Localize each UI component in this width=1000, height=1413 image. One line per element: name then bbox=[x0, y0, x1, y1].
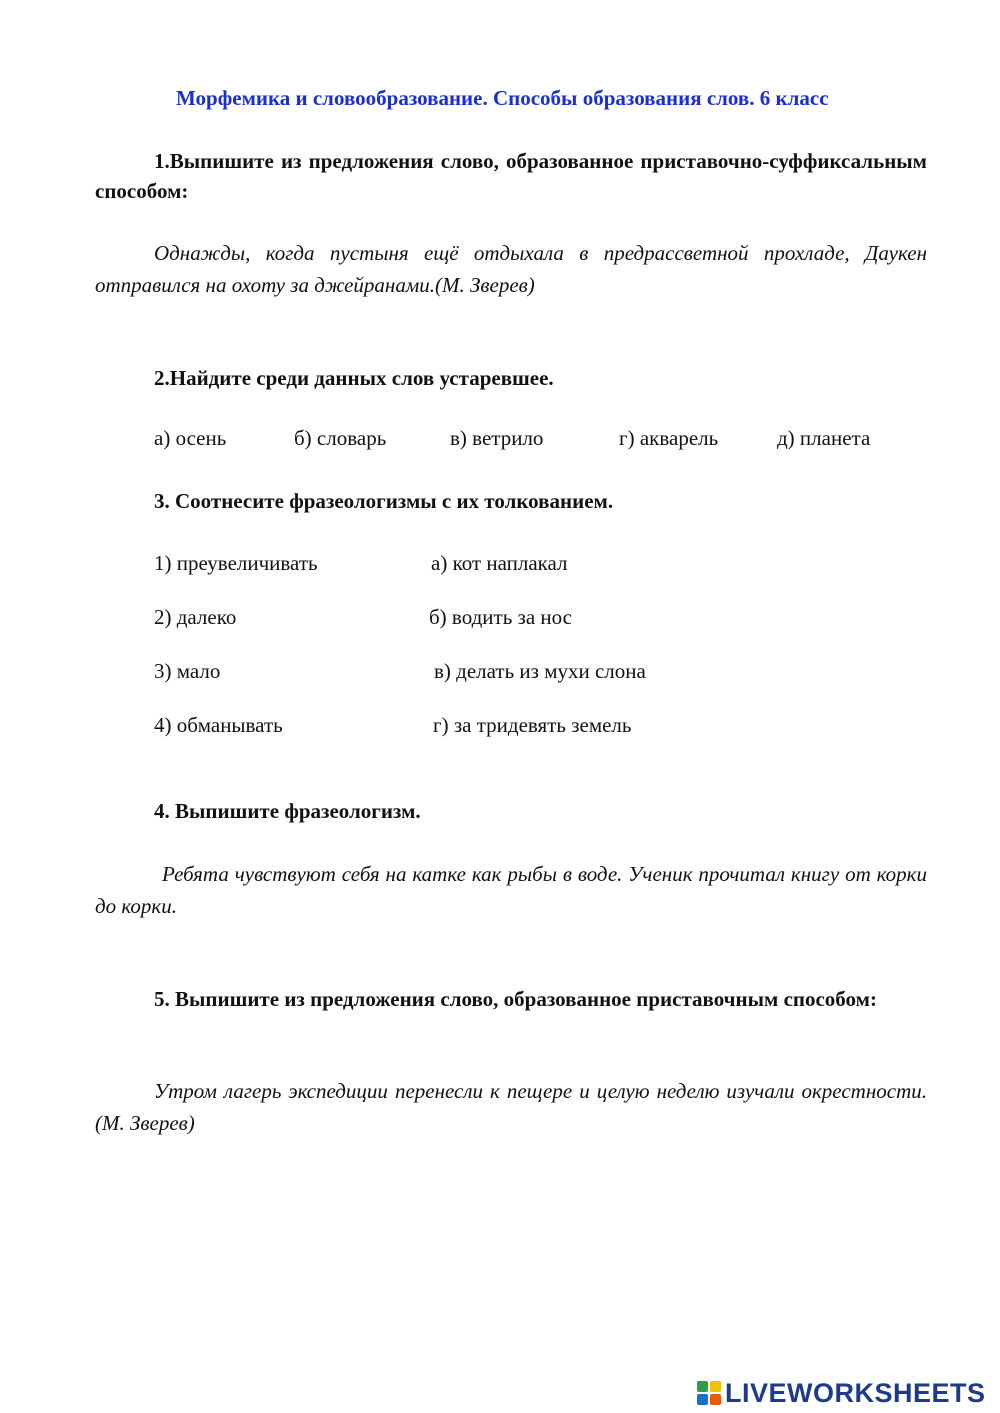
logo-tile bbox=[710, 1381, 721, 1392]
task5-text: Утром лагерь экспедиции перенесли к пещере и целую неделю изучали окрестности. (М. Зверев) bbox=[95, 1079, 927, 1135]
task2-option-b: б) словарь bbox=[294, 426, 387, 450]
task3-right-item: в) делать из мухи слона bbox=[434, 659, 646, 683]
logo-tile bbox=[697, 1381, 708, 1392]
task4-text: Ребята чувствуют себя на катке как рыбы в воде. Ученик прочитал книгу от корки до корки. bbox=[95, 862, 927, 918]
task2-option-d: г) акварель bbox=[619, 426, 719, 450]
logo-mark-icon bbox=[697, 1381, 721, 1405]
task2-heading: 2.Найдите среди данных слов устаревшее. bbox=[154, 366, 554, 390]
task3-left-item: 1) преувеличивать bbox=[154, 551, 318, 575]
page-title: Морфемика и словообразование. Способы образования слов. 6 класс bbox=[176, 86, 829, 110]
task1-heading: 1.Выпишите из предложения слово, образованное приставочно-суффиксальным способом: bbox=[95, 149, 927, 203]
logo-tile bbox=[697, 1394, 708, 1405]
liveworksheets-logo bbox=[697, 1378, 986, 1408]
task2-option-a: а) осень bbox=[154, 426, 227, 450]
task3-left-item: 2) далеко bbox=[154, 605, 237, 629]
task4-heading: 4. Выпишите фразеологизм. bbox=[154, 799, 421, 823]
task2-option-c: в) ветрило bbox=[450, 426, 544, 450]
logo-tile bbox=[710, 1394, 721, 1405]
task3-right-item: г) за тридевять земель bbox=[433, 713, 632, 737]
task1-text: Однажды, когда пустыня ещё отдыхала в предрассветной прохладе, Даукен отправился на охоту за джейранами.(М. Зверев) bbox=[95, 241, 927, 297]
task3-left-item: 4) обманывать bbox=[154, 713, 283, 737]
task3-left-item: 3) мало bbox=[154, 659, 221, 683]
task3-right-item: б) водить за нос bbox=[429, 605, 572, 629]
task3-right-item: а) кот наплакал bbox=[431, 551, 568, 575]
task3-heading: 3. Соотнесите фразеологизмы с их толкованием. bbox=[154, 489, 614, 513]
logo-text: LIVEWORKSHEETS bbox=[725, 1377, 986, 1408]
task5-heading: 5. Выпишите из предложения слово, образованное приставочным способом: bbox=[154, 987, 877, 1011]
task2-option-e: д) планета bbox=[777, 426, 871, 450]
